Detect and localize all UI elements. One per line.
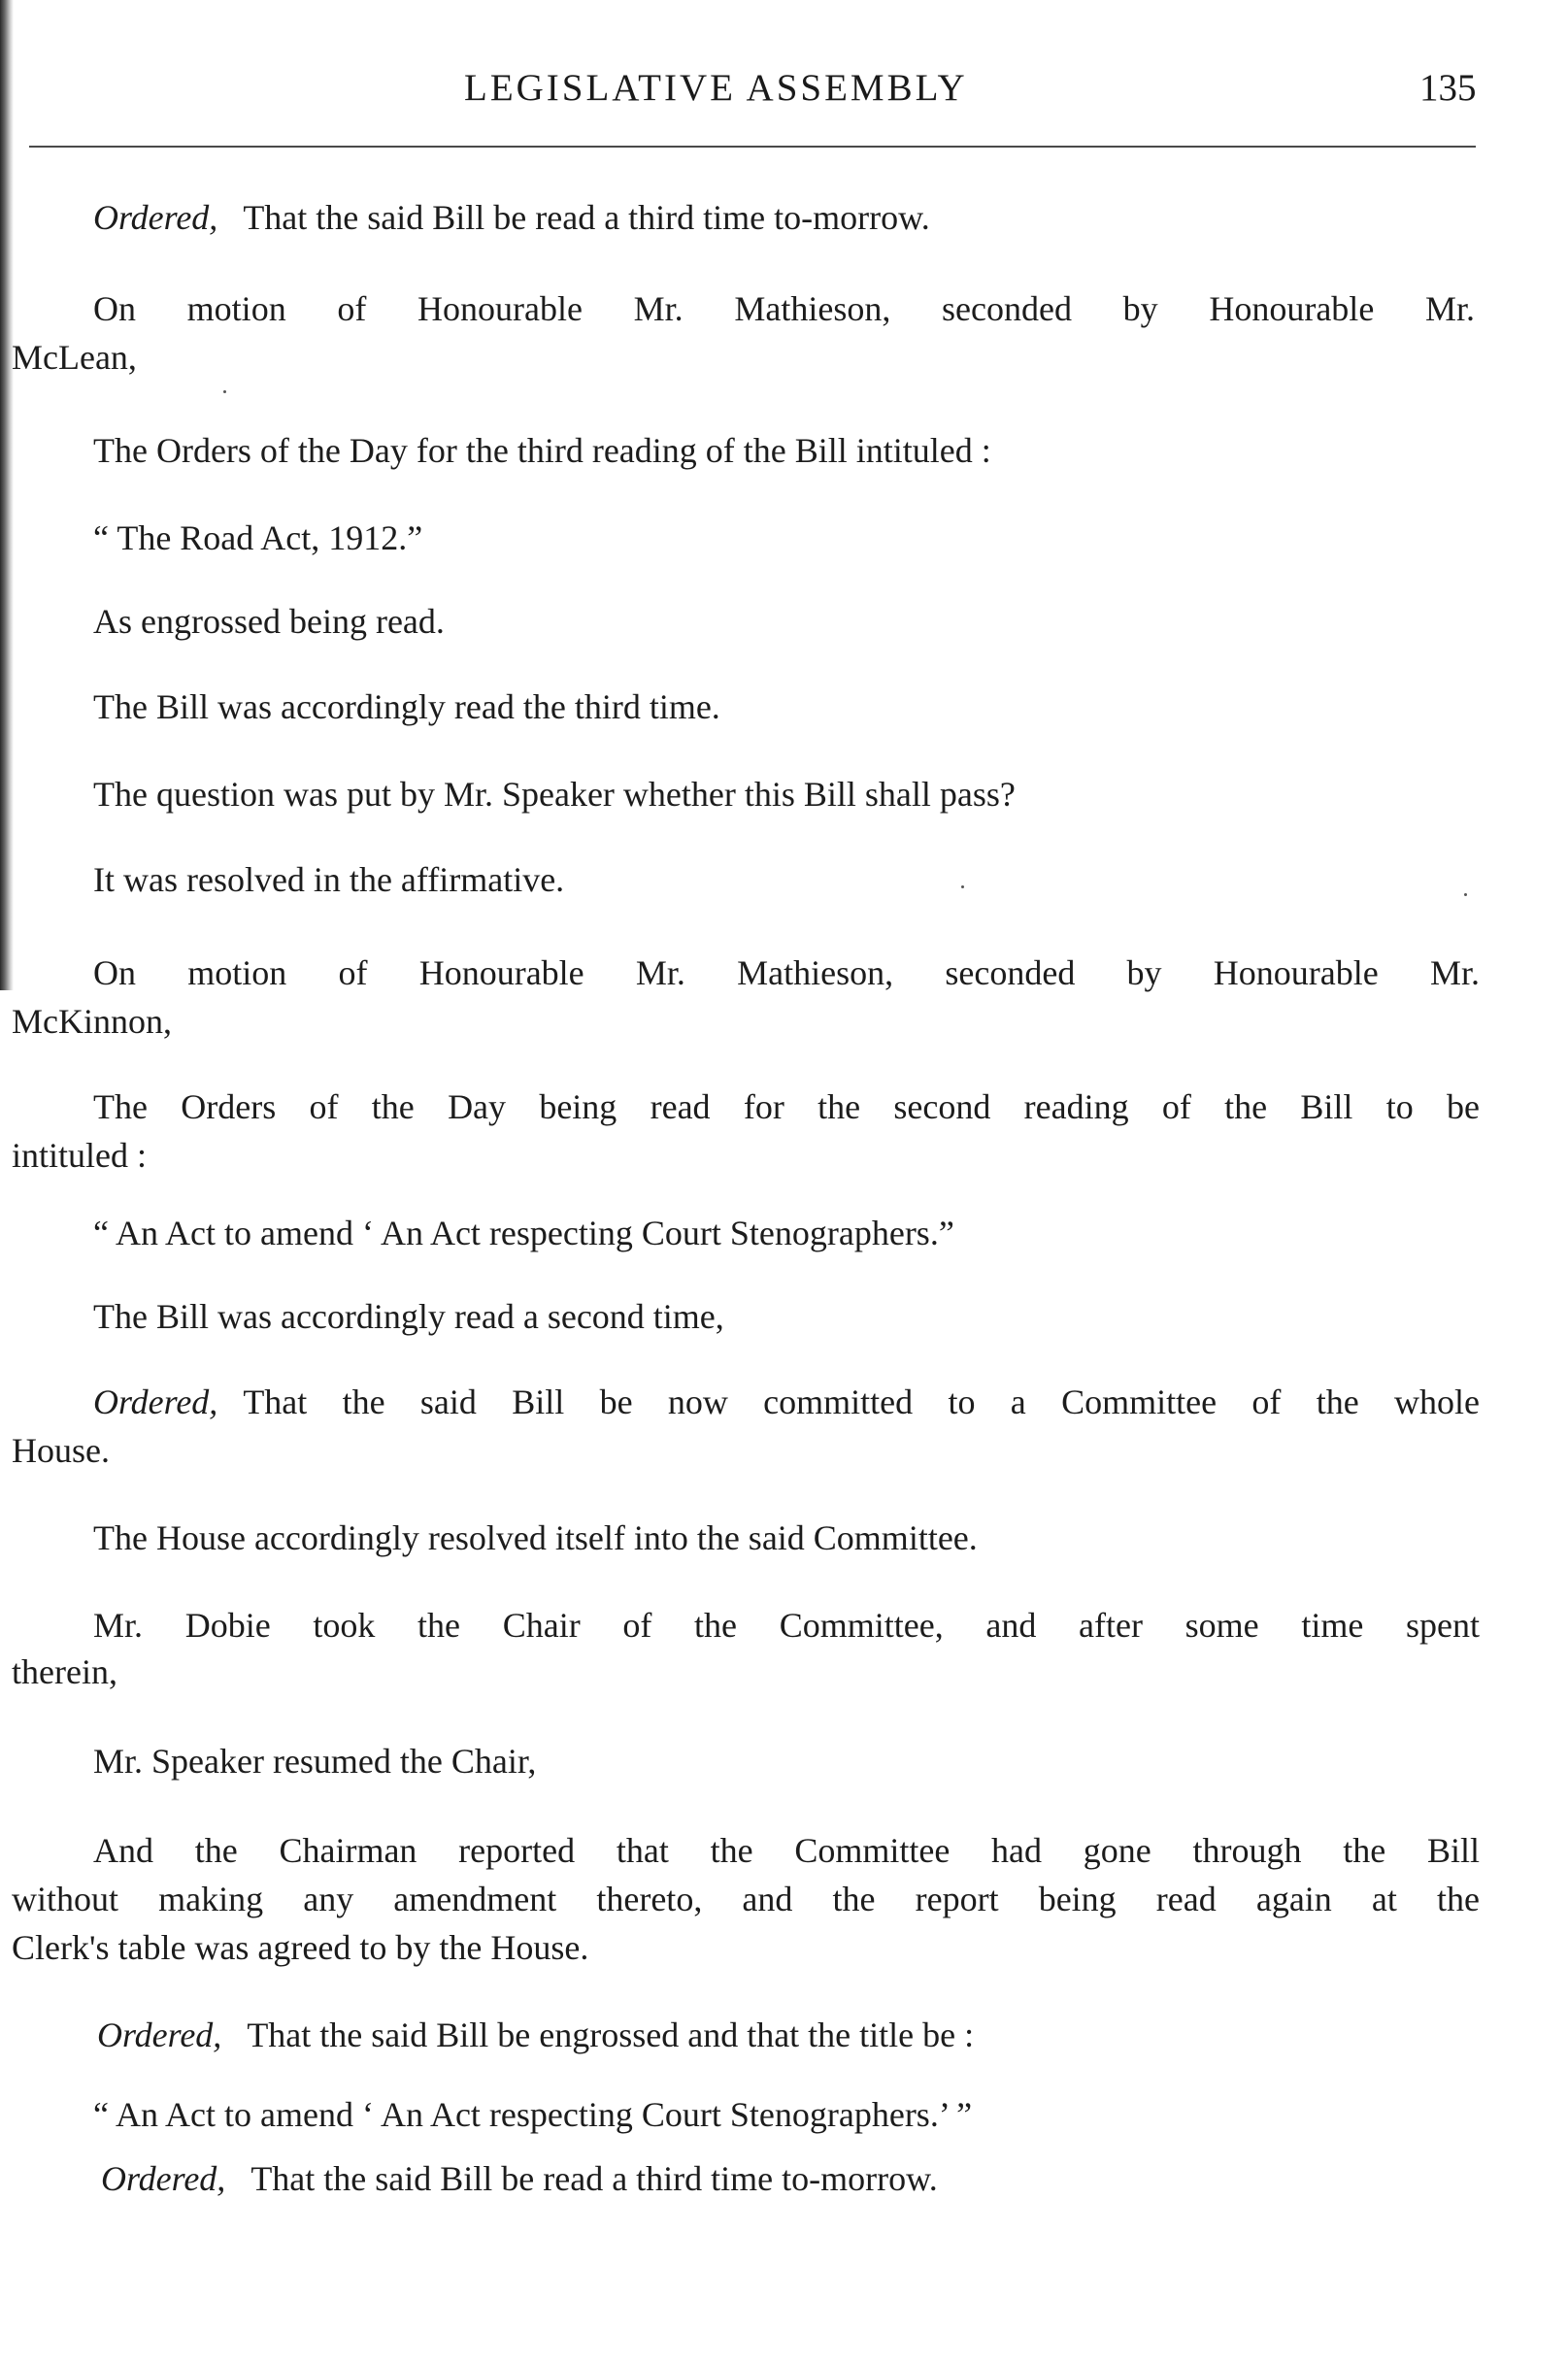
paragraph-dobie-chair-line2: therein,: [12, 1652, 117, 1691]
paragraph-second-reading-line2: intituled :: [12, 1136, 147, 1175]
paragraph-motion-line2: McLean,: [12, 338, 137, 377]
paragraph-second-time: The Bill was accordingly read a second time,: [93, 1297, 724, 1336]
paragraph-house-resolved: The House accordingly resolved itself into the said Committee.: [93, 1518, 978, 1557]
paragraph-dobie-chair-line1: Mr. Dobie took the Chair of the Committee, and after some time spent: [93, 1606, 1480, 1645]
paragraph-third-time: The Bill was accordingly read the third time.: [93, 687, 720, 726]
scan-speck: [1464, 893, 1467, 896]
paragraph-text: That the said Bill be read a third time to-morrow.: [250, 2159, 938, 2198]
ordered-label: Ordered,: [93, 198, 218, 237]
running-title: LEGISLATIVE ASSEMBLY: [464, 67, 968, 109]
bill-title-court-stenographers: “ An Act to amend ‘ An Act respecting Court Stenographers.”: [93, 1214, 954, 1252]
paragraph-motion-line1: On motion of Honourable Mr. Mathieson, seconded by Honourable Mr.: [93, 289, 1475, 328]
paragraph-text: That the said Bill be now committed to a Committee of the whole: [243, 1383, 1480, 1421]
paragraph-question: The question was put by Mr. Speaker whether this Bill shall pass?: [93, 775, 1016, 814]
paragraph-chairman-report-line2: without making any amendment thereto, and the report being read again at the: [12, 1880, 1480, 1918]
page-number: 135: [1419, 67, 1477, 109]
paragraph-resolved: It was resolved in the affirmative.: [93, 860, 565, 899]
paragraph-ordered-third-reading: [93, 196, 930, 239]
paragraph-ordered-engrossed: [97, 2014, 974, 2056]
paragraph-second-reading-line1: The Orders of the Day being read for the second reading of the Bill to be: [93, 1087, 1480, 1126]
scan-speck: [961, 885, 964, 888]
bill-title-road-act: “ The Road Act, 1912.”: [93, 518, 423, 557]
paragraph-text: That the said Bill be read a third time to-morrow.: [243, 198, 930, 237]
paragraph-ordered-third-reading-final: [101, 2157, 938, 2200]
paragraph-ordered-committed-line2: House.: [12, 1431, 110, 1470]
paragraph-speaker-resumed: Mr. Speaker resumed the Chair,: [93, 1742, 537, 1781]
paragraph-motion2-line2: McKinnon,: [12, 1002, 172, 1041]
paragraph-chairman-report-line1: And the Chairman reported that the Committee had gone through the Bill: [93, 1831, 1480, 1870]
bill-title-court-stenographers-final: “ An Act to amend ‘ An Act respecting Court Stenographers.’ ”: [93, 2095, 973, 2134]
ordered-label: Ordered,: [101, 2159, 226, 2198]
paragraph-chairman-report-line3: Clerk's table was agreed to by the House.: [12, 1928, 589, 1967]
paragraph-orders-of-day: The Orders of the Day for the third reading of the Bill intituled :: [93, 431, 991, 470]
ordered-label: Ordered,: [93, 1383, 218, 1421]
paragraph-engrossed: As engrossed being read.: [93, 602, 445, 641]
ordered-label: Ordered,: [97, 2016, 222, 2054]
paragraph-text: That the said Bill be engrossed and that the title be :: [247, 2016, 975, 2054]
scan-speck: [223, 390, 226, 393]
paragraph-motion2-line1: On motion of Honourable Mr. Mathieson, seconded by Honourable Mr.: [93, 953, 1480, 992]
paragraph-ordered-committed-line1: [93, 1381, 1480, 1423]
